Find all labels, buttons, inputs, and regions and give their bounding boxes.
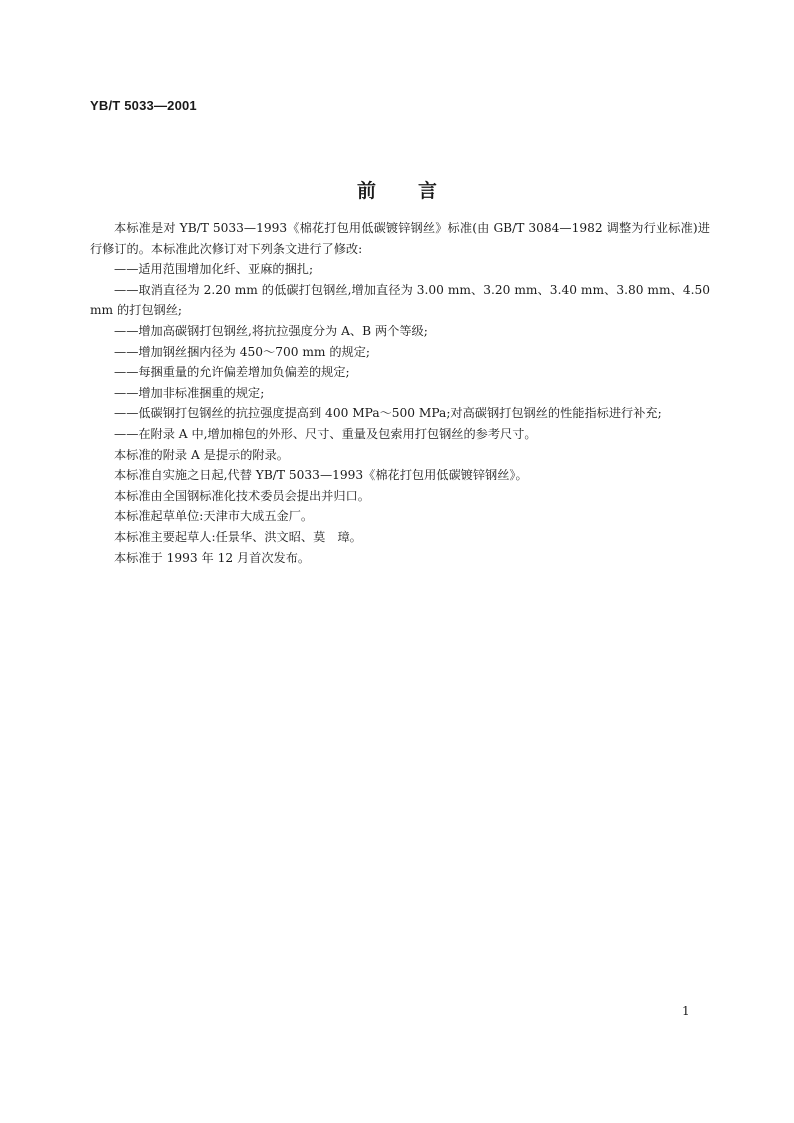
- page-title: 前言: [356, 180, 479, 202]
- standard-code: YB/T 5033—2001: [90, 98, 197, 113]
- paragraph-drafters: 本标准主要起草人:任景华、洪文昭、莫 璋。: [114, 529, 362, 544]
- paragraph-first-issued: 本标准于 1993 年 12 月首次发布。: [114, 550, 311, 565]
- foreword-body: [90, 218, 710, 568]
- list-item-scope: ——适用范围增加化纤、亚麻的捆扎;: [114, 262, 314, 277]
- list-item-coil-diameter: ——增加钢丝捆内径为 450～700 mm 的规定;: [114, 344, 370, 359]
- page-number: 1: [682, 1004, 690, 1018]
- paragraph-drafting-unit: 本标准起草单位:天津市大成五金厂。: [114, 509, 314, 524]
- paragraph-replaces: 本标准自实施之日起,代替 YB/T 5033—1993《棉花打包用低碳镀锌钢丝》。: [114, 468, 528, 483]
- list-item-nonstandard-weight: ——增加非标准捆重的规定;: [114, 385, 265, 400]
- list-item-weight-tolerance: ——每捆重量的允许偏差增加负偏差的规定;: [114, 365, 350, 380]
- list-item-tensile-strength: ——低碳钢打包钢丝的抗拉强度提高到 400 MPa～500 MPa;对高碳钢打包钢丝的性能指标进行补充;: [114, 406, 662, 421]
- list-item-diameter: ——取消直径为 2.20 mm 的低碳打包钢丝,增加直径为 3.00 mm、3.20 mm、3.40 mm、3.80 mm、4.50 mm 的打包钢丝;: [90, 282, 710, 318]
- list-item-high-carbon: ——增加高碳钢打包钢丝,将抗拉强度分为 A、B 两个等级;: [114, 323, 428, 338]
- paragraph-appendix-note: 本标准的附录 A 是提示的附录。: [114, 447, 289, 462]
- paragraph-intro: 本标准是对 YB/T 5033—1993《棉花打包用低碳镀锌钢丝》标准(由 GB/T 3084—1982 调整为行业标准)进行修订的。本标准此次修订对下列条文进行了修改:: [90, 221, 710, 256]
- paragraph-proposed-by: 本标准由全国钢标准化技术委员会提出并归口。: [114, 488, 370, 503]
- list-item-appendix: ——在附录 A 中,增加棉包的外形、尺寸、重量及包索用打包钢丝的参考尺寸。: [114, 426, 537, 441]
